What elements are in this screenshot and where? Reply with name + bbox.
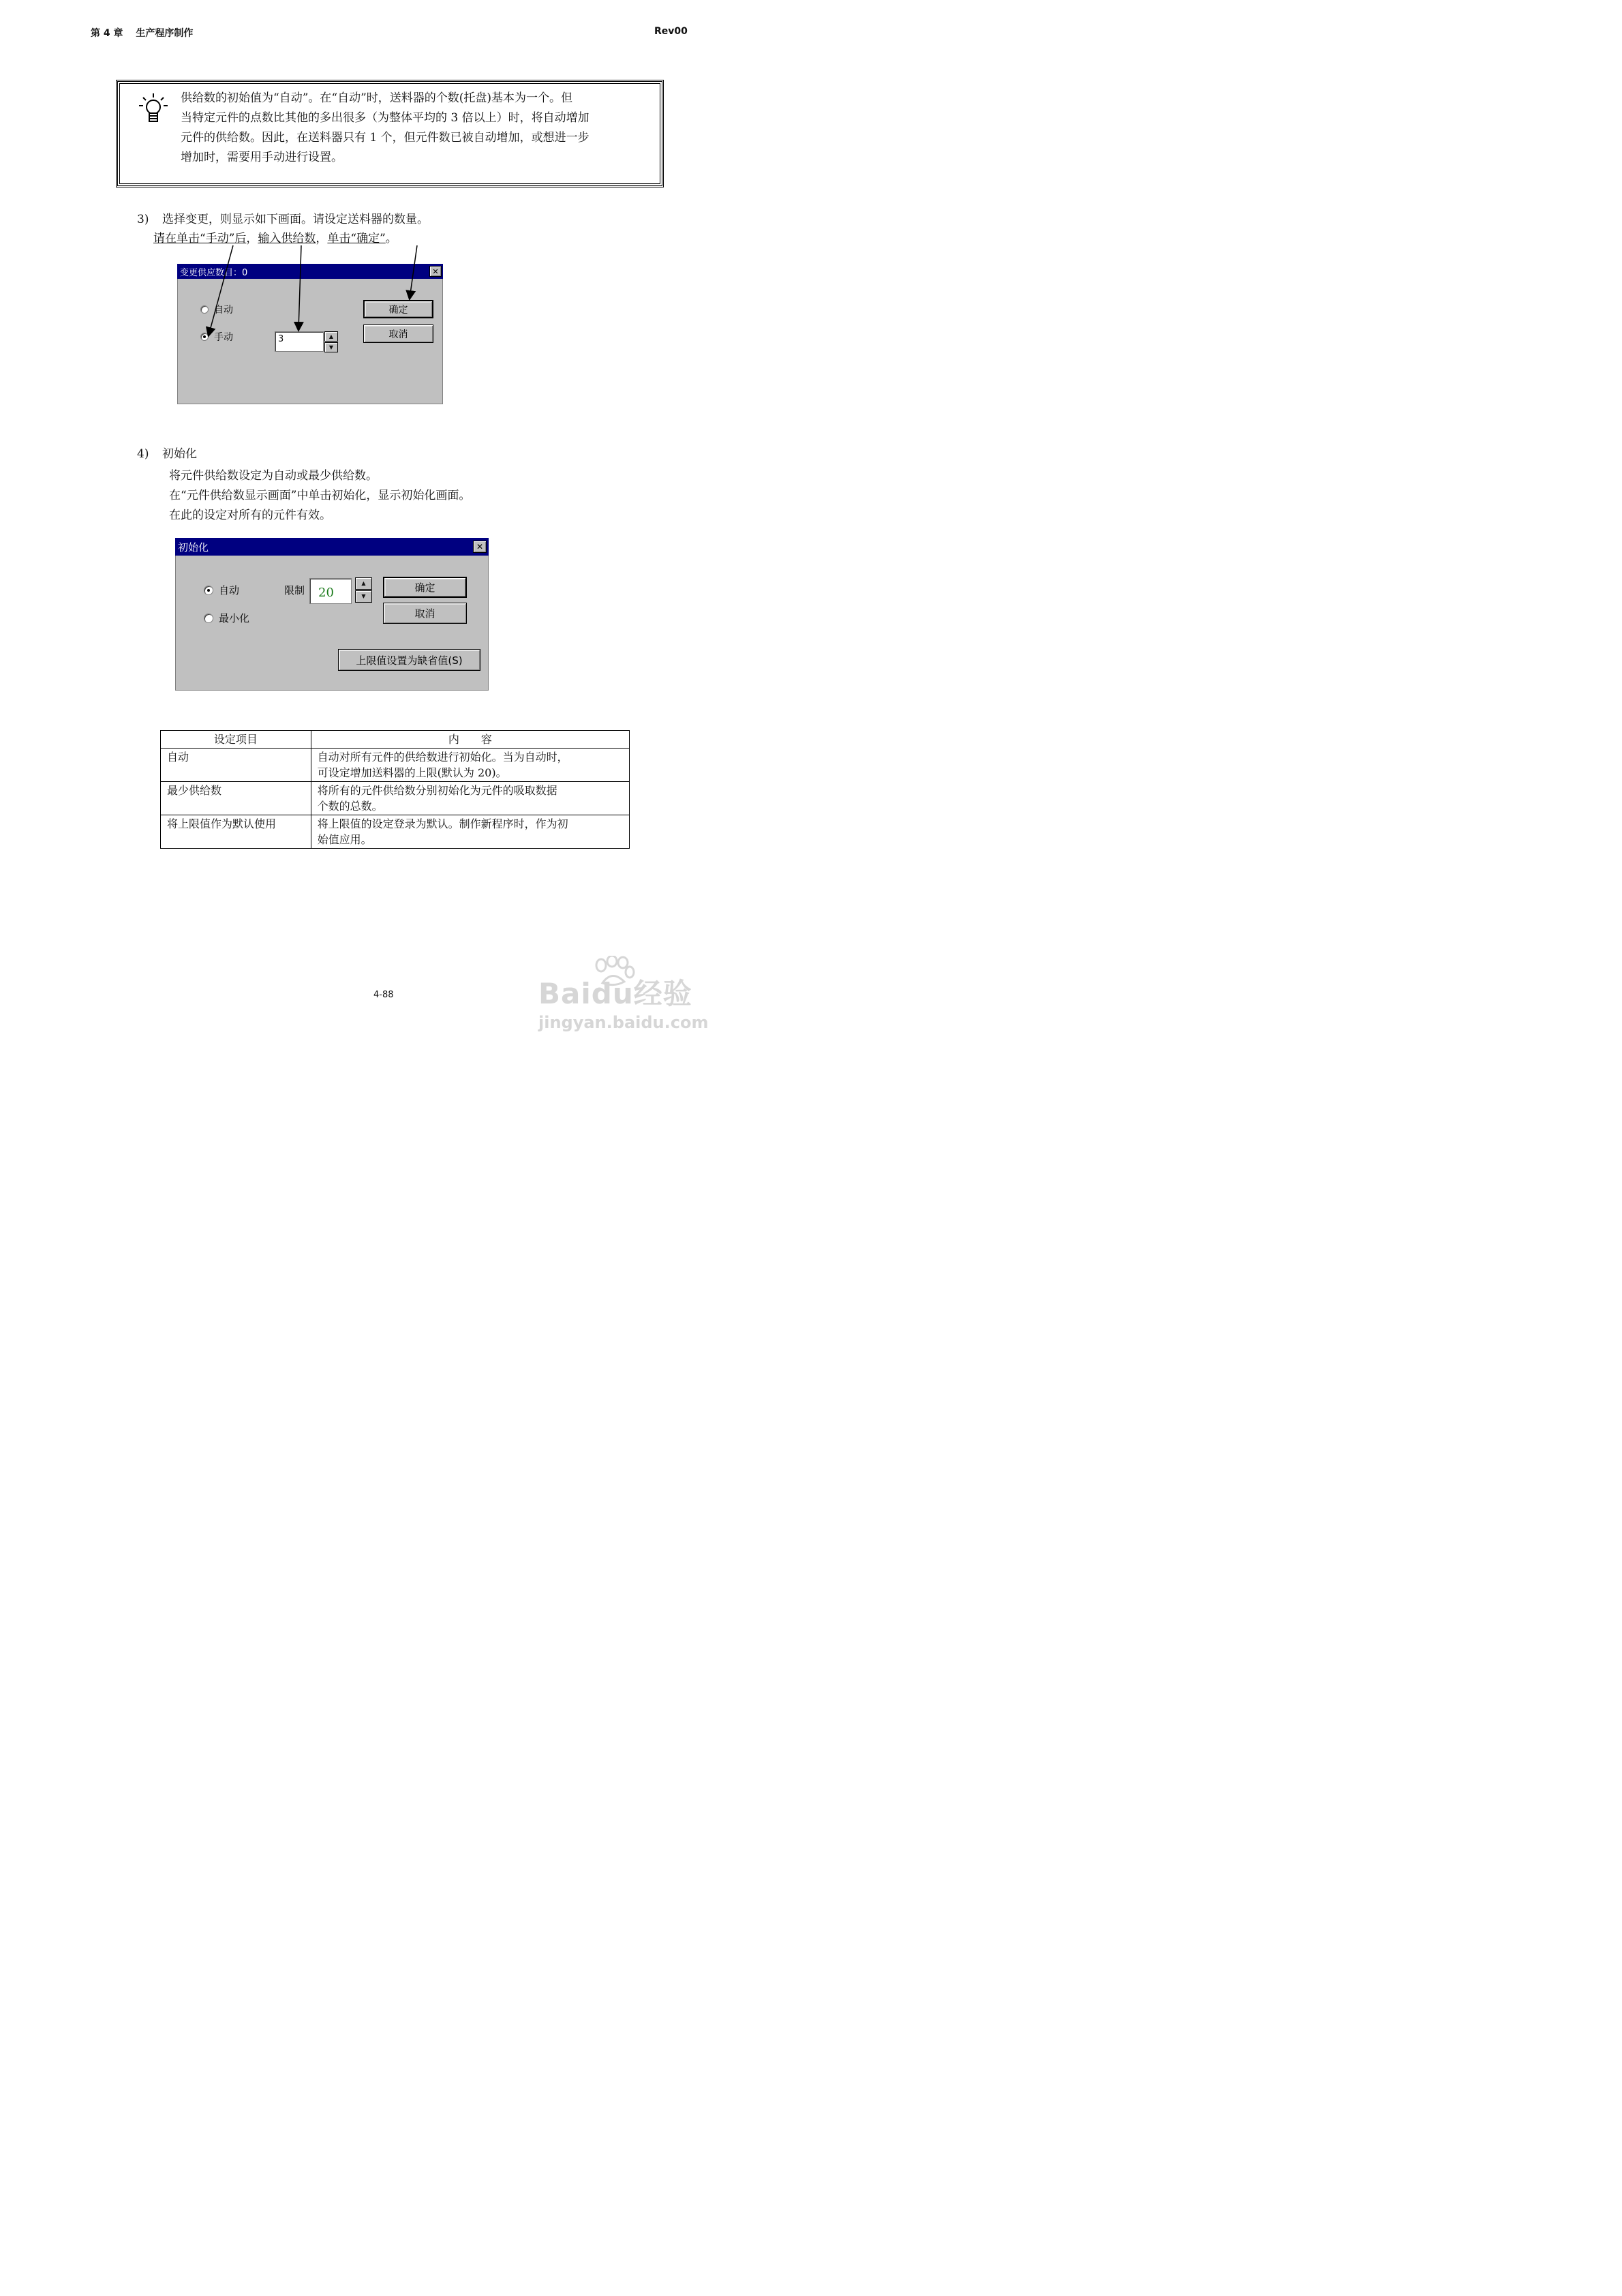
step4-line: 在“元件供给数显示画面”中单击初始化，显示初始化画面。 xyxy=(169,489,471,502)
radio-manual-label: 手动 xyxy=(214,332,233,343)
table-cell-content xyxy=(311,815,629,849)
instr-click-manual: 请在单击“手动”后 xyxy=(153,232,247,245)
watermark-brand: Baidu经验 xyxy=(538,977,692,1010)
note-line: 当特定元件的点数比其他的多出很多（为整体平均的 3 倍以上）时，将自动增加 xyxy=(181,111,590,125)
ok-button[interactable]: 确定 xyxy=(363,300,433,318)
instr-input-count: 输入供给数 xyxy=(258,232,316,245)
spin-up-icon[interactable]: ▲ xyxy=(355,577,372,590)
table-row xyxy=(161,815,630,849)
initialize-dialog xyxy=(175,538,489,691)
instr-end: 。 xyxy=(385,232,397,245)
table-cell-item: 最少供给数 xyxy=(161,782,311,815)
annotation-arrows xyxy=(0,0,758,409)
table-cell-content xyxy=(311,782,629,815)
cancel-button[interactable]: 取消 xyxy=(383,603,467,624)
step4-title: 初始化 xyxy=(162,447,197,461)
spin-up-icon[interactable]: ▲ xyxy=(324,331,338,342)
dialog-title: 变更供应数目：0 xyxy=(180,267,248,278)
chapter-header: 第 4 章 生产程序制作 xyxy=(91,28,194,39)
note-line: 元件的供给数。因此，在送料器只有 1 个，但元件数已被自动增加，或想进一步 xyxy=(181,131,590,145)
table-cell-item: 自动 xyxy=(161,749,311,782)
instr-sep: ， xyxy=(246,232,258,245)
set-limit-default-button[interactable]: 上限值设置为缺省值(S) xyxy=(338,649,480,671)
cell-line: 始值应用。 xyxy=(317,833,372,846)
supply-count-input[interactable]: 3 xyxy=(275,331,324,352)
note-line: 供给数的初始值为“自动”。在“自动”时，送料器的个数(托盘)基本为一个。但 xyxy=(181,91,573,105)
table-cell-item: 将上限值作为默认使用 xyxy=(161,815,311,849)
arrow-to-manual xyxy=(209,245,233,335)
cancel-button[interactable]: 取消 xyxy=(363,324,433,343)
table-row xyxy=(161,749,630,782)
settings-table xyxy=(160,730,630,849)
radio-minimize-label: 最小化 xyxy=(219,612,250,624)
step4-number: 4) xyxy=(137,447,149,461)
limit-label: 限制 xyxy=(284,584,305,596)
cell-line: 可设定增加送料器的上限(默认为 20)。 xyxy=(317,766,507,779)
note-line: 增加时，需要用手动进行设置。 xyxy=(181,151,343,164)
instr-sep: ， xyxy=(316,232,328,245)
watermark-url: jingyan.baidu.com xyxy=(538,1013,709,1032)
table-header: 设定项目 xyxy=(161,731,311,749)
spin-down-icon[interactable]: ▼ xyxy=(324,342,338,352)
cell-line: 将所有的元件供给数分别初始化为元件的吸取数据 xyxy=(317,784,557,797)
radio-auto-label: 自动 xyxy=(219,584,240,596)
page-number: 4-88 xyxy=(373,990,394,1000)
table-header-row xyxy=(161,731,630,749)
step4-line: 将元件供给数设定为自动或最少供给数。 xyxy=(169,469,378,483)
arrow-to-input xyxy=(299,245,301,330)
step3-number: 3) xyxy=(137,213,149,226)
table-cell-content xyxy=(311,749,629,782)
instr-click-ok: 单击“确定” xyxy=(327,232,386,245)
cell-line: 个数的总数。 xyxy=(317,800,383,813)
dialog-titlebar xyxy=(175,538,489,556)
table-header: 内 容 xyxy=(311,731,629,749)
radio-auto-label: 自动 xyxy=(214,305,233,316)
arrow-to-ok xyxy=(410,245,417,299)
radio-auto[interactable] xyxy=(204,586,213,595)
revision-label: Rev00 xyxy=(654,26,688,37)
dialog-title: 初始化 xyxy=(178,541,209,554)
spin-down-icon[interactable]: ▼ xyxy=(355,590,372,603)
limit-input[interactable]: 20 xyxy=(309,578,352,604)
close-icon[interactable]: ✕ xyxy=(473,541,487,553)
close-icon[interactable]: ✕ xyxy=(429,266,442,277)
radio-minimize[interactable] xyxy=(204,614,213,623)
step3-text: 选择变更，则显示如下画面。请设定送料器的数量。 xyxy=(162,213,429,226)
cell-line: 将上限值的设定登录为默认。制作新程序时，作为初 xyxy=(317,817,568,830)
table-row xyxy=(161,782,630,815)
cell-line: 自动对所有元件的供给数进行初始化。当为自动时， xyxy=(317,751,568,764)
step4-line: 在此的设定对所有的元件有效。 xyxy=(169,509,331,522)
ok-button[interactable]: 确定 xyxy=(383,577,467,598)
